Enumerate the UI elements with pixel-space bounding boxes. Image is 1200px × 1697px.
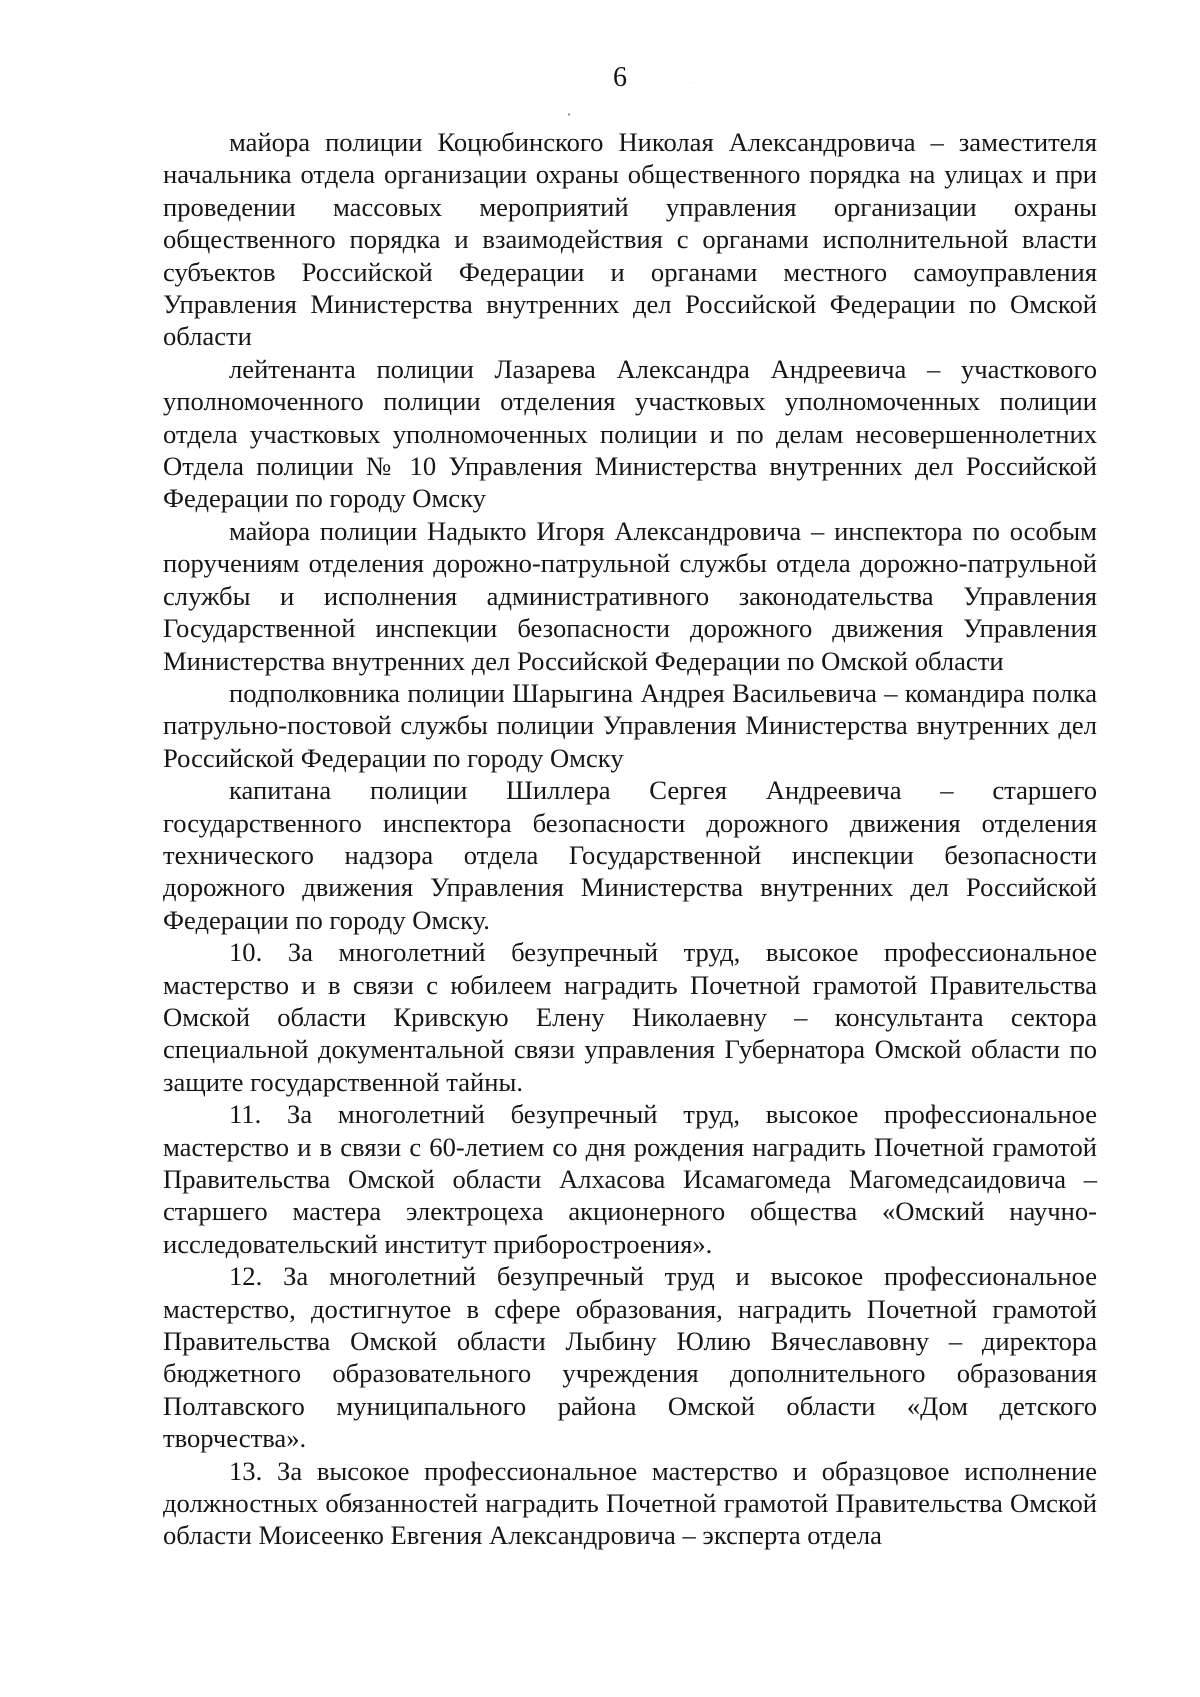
paragraph: 10. За многолетний безупречный труд, высокое профессиональное мастерство и в связи с юбилеем наградить Почетной грамотой Правительства Омской области Кривскую Елену Николаевну – консультанта сектора специальной документальной связи управления Губернатора Омской области по защите государственной тайны. xyxy=(163,937,1097,1097)
paragraph: подполковника полиции Шарыгина Андрея Васильевича – командира полка патрульно-постовой службы полиции Управления Министерства внутренних дел Российской Федерации по городу Омску xyxy=(163,677,1097,773)
paragraph: 12. За многолетний безупречный труд и высокое профессиональное мастерство, достигнутое в сфере образования, наградить Почетной грамотой Правительства Омской области Лыбину Юлию Вячеславовну – директора бюджетного образовательного учреждения дополнительного образования Полтавского муниципального района Омской области «Дом детского творчества». xyxy=(163,1261,1097,1454)
paragraph: 11. За многолетний безупречный труд, высокое профессиональное мастерство и в связи с 60-летием со дня рождения наградить Почетной грамотой Правительства Омской области Алхасова Исамагомеда Магомедсаидовича – старшего мастера электроцеха акционерного общества «Омский научно-исследовательский институт приборостроения». xyxy=(163,1099,1097,1259)
paragraph: капитана полиции Шиллера Сергея Андреевича – старшего государственного инспектора безопасности дорожного движения отделения технического надзора отдела Государственной инспекции безопасности дорожного движения Управления Министерства внутренних дел Российской Федерации по городу Омску. xyxy=(163,775,1097,935)
document-body xyxy=(163,126,1097,1552)
scan-artifact xyxy=(567,113,570,117)
paragraph: лейтенанта полиции Лазарева Александра Андреевича – участкового уполномоченного полиции отделения участковых уполномоченных полиции отдела участковых уполномоченных полиции и по делам несовершеннолетних Отдела полиции № 10 Управления Министерства внутренних дел Российской Федерации по городу Омску xyxy=(163,353,1097,514)
paragraph: 13. За высокое профессиональное мастерство и образцовое исполнение должностных обязанностей наградить Почетной грамотой Правительства Омской области Моисеенко Евгения Александровича – эксперта отдела xyxy=(163,1455,1097,1551)
page-number: 6 xyxy=(613,62,627,93)
paragraph: майора полиции Коцюбинского Николая Александровича – заместителя начальника отдела организации охраны общественного порядка на улицах и при проведении массовых мероприятий управления организации охраны общественного порядка и взаимодействия с органами исполнительной власти субъектов Российской Федерации и органами местного самоуправления Управления Министерства внутренних дел Российской Федерации по Омской области xyxy=(163,127,1097,352)
paragraph: майора полиции Надыкто Игоря Александровича – инспектора по особым поручениям отделения дорожно-патрульной службы отдела дорожно-патрульной службы и исполнения административного законодательства Управления Государственной инспекции безопасности дорожного движения Управления Министерства внутренних дел Российской Федерации по Омской области xyxy=(163,515,1097,676)
scan-artifact xyxy=(690,82,691,83)
